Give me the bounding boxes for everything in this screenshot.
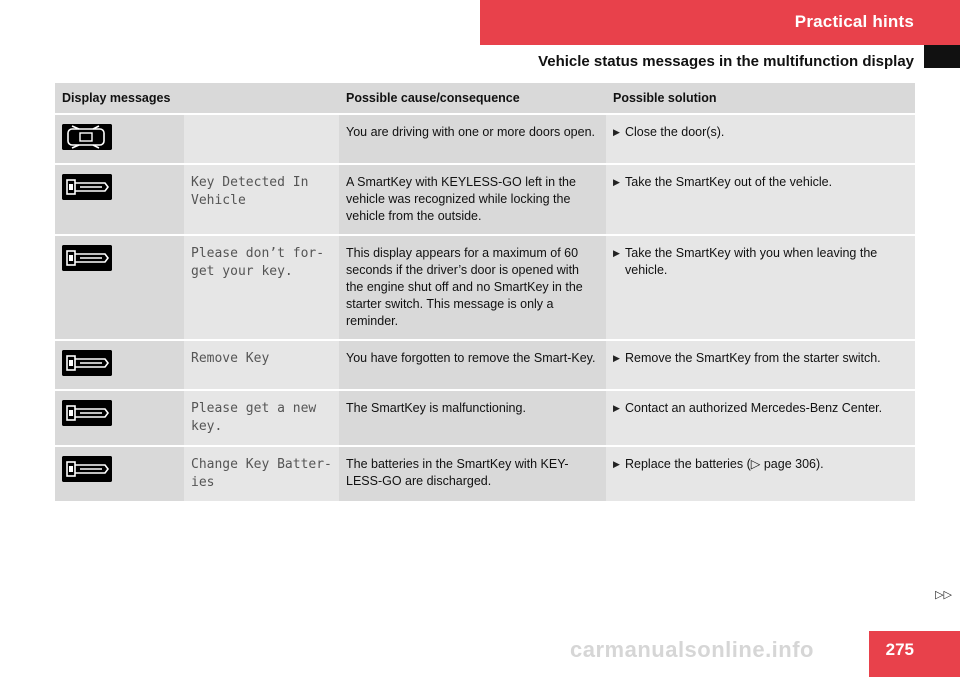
message-icon-cell xyxy=(55,390,184,446)
possible-solution-cell xyxy=(606,235,915,340)
key-icon xyxy=(62,245,112,271)
col-header-display: Display messages xyxy=(55,83,339,114)
possible-cause: You are driving with one or more doors open. xyxy=(339,114,606,164)
possible-solution: Take the SmartKey out of the vehicle. xyxy=(625,175,833,189)
message-icon-cell xyxy=(55,114,184,164)
table-row xyxy=(55,390,915,446)
possible-solution-cell xyxy=(606,446,915,501)
bullet-arrow-icon: ▶ xyxy=(613,353,620,363)
display-message: Please get a new key. xyxy=(184,390,339,446)
page-number: 275 xyxy=(885,640,914,659)
table-row xyxy=(55,340,915,390)
possible-cause: A SmartKey with KEYLESS-GO left in the vehicle was recognized while locking the vehicle from the outside. xyxy=(339,164,606,235)
possible-cause: The batteries in the SmartKey with KEY-LESS-GO are discharged. xyxy=(339,446,606,501)
display-message: Key Detected In Vehicle xyxy=(184,164,339,235)
message-icon-cell xyxy=(55,340,184,390)
possible-solution: Take the SmartKey with you when leaving the vehicle. xyxy=(625,246,878,277)
possible-solution: Replace the batteries (▷ page 306). xyxy=(625,457,824,471)
watermark: carmanualsonline.info xyxy=(570,637,814,662)
display-message xyxy=(184,114,339,164)
possible-solution-cell xyxy=(606,164,915,235)
key-icon xyxy=(62,350,112,376)
col-header-solution: Possible solution xyxy=(606,83,915,114)
continue-arrows-icon: ▷▷ xyxy=(935,589,952,601)
table-row xyxy=(55,164,915,235)
table-header-row xyxy=(55,83,915,114)
bullet-arrow-icon: ▶ xyxy=(613,177,620,187)
possible-cause: The SmartKey is malfunctioning. xyxy=(339,390,606,446)
status-message-table xyxy=(55,83,915,501)
bullet-arrow-icon: ▶ xyxy=(613,127,620,137)
bullet-arrow-icon: ▶ xyxy=(613,403,620,413)
bullet-arrow-icon: ▶ xyxy=(613,248,620,258)
possible-solution: Close the door(s). xyxy=(625,125,725,139)
key-icon xyxy=(62,400,112,426)
bullet-arrow-icon: ▶ xyxy=(613,459,620,469)
message-icon-cell xyxy=(55,235,184,340)
table-row xyxy=(55,114,915,164)
col-header-cause: Possible cause/consequence xyxy=(339,83,606,114)
header-black-tab xyxy=(924,45,960,68)
page-number-box xyxy=(869,631,960,677)
display-message: Please don’t for-get your key. xyxy=(184,235,339,340)
key-icon xyxy=(62,174,112,200)
display-message: Remove Key xyxy=(184,340,339,390)
possible-solution-cell xyxy=(606,390,915,446)
possible-cause: This display appears for a maximum of 60 seconds if the driver’s door is opened with the engine shut off and no SmartKey in the starter switch. This message is only a reminder. xyxy=(339,235,606,340)
possible-solution: Contact an authorized Mercedes-Benz Center. xyxy=(625,401,883,415)
possible-solution-cell xyxy=(606,114,915,164)
section-title: Practical hints xyxy=(794,12,914,31)
table-row xyxy=(55,446,915,501)
possible-solution-cell xyxy=(606,340,915,390)
possible-cause: You have forgotten to remove the Smart-Key. xyxy=(339,340,606,390)
page-subtitle: Vehicle status messages in the multifunction display xyxy=(538,53,914,70)
possible-solution: Remove the SmartKey from the starter switch. xyxy=(625,351,881,365)
table-row xyxy=(55,235,915,340)
message-icon-cell xyxy=(55,164,184,235)
key-icon xyxy=(62,456,112,482)
display-message: Change Key Batter-ies xyxy=(184,446,339,501)
message-icon-cell xyxy=(55,446,184,501)
door-open-icon xyxy=(62,124,112,150)
